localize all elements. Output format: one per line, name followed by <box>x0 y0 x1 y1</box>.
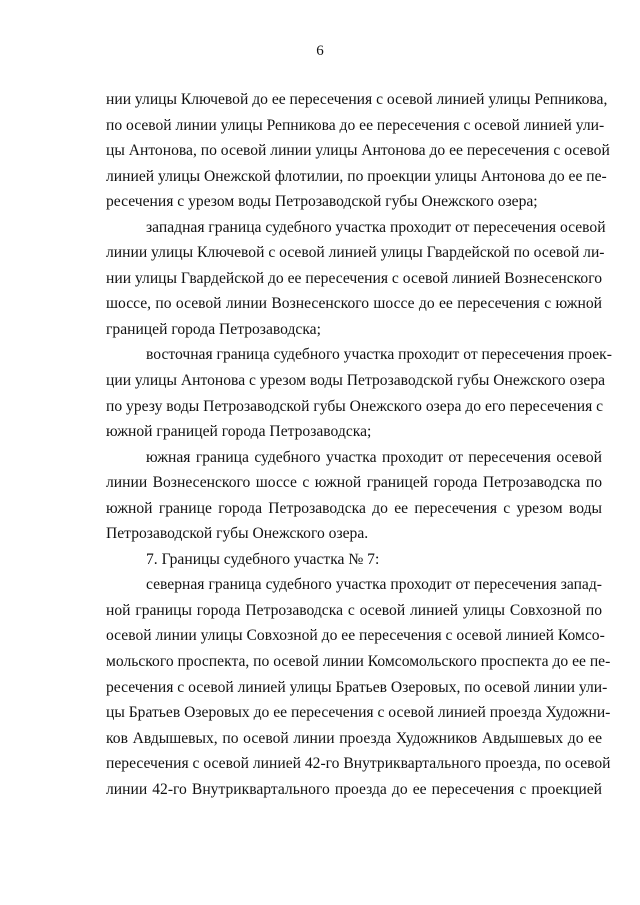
text-line: шоссе, по осевой линии Вознесенского шоссе до ее пересечения с южной <box>106 295 602 313</box>
text-line: южной границе города Петрозаводска до ее пересечения с урезом воды <box>106 499 602 517</box>
text-line: линией улицы Онежской флотилии, по проекции улицы Антонова до ее пе- <box>106 167 607 185</box>
text-line: мольского проспекта, по осевой линии Комсомольского проспекта до ее пе- <box>106 653 611 671</box>
text-line: пересечения с осевой линией 42-го Внутриквартального проезда, по осевой <box>106 755 611 773</box>
text-line: осевой линии улицы Совхозной до ее пересечения с осевой линией Комсо- <box>106 627 605 645</box>
text-line: линии Вознесенского шоссе с южной границей города Петрозаводска по <box>106 474 602 492</box>
page-number: 6 <box>316 43 324 59</box>
text-line: ной границы города Петрозаводска с осевой линией улицы Совхозной по <box>106 601 602 619</box>
text-line: северная граница судебного участка проходит от пересечения запад- <box>146 576 602 594</box>
paragraph <box>106 445 602 547</box>
text-line: западная граница судебного участка проходит от пересечения осевой <box>146 218 606 236</box>
text-line: 7. Границы судебного участка № 7: <box>146 550 380 568</box>
paragraph <box>106 547 602 573</box>
text-line: по осевой линии улицы Репникова до ее пересечения с осевой линией ули- <box>106 116 605 134</box>
text-line: ресечения с урезом воды Петрозаводской губы Онежского озера; <box>106 193 538 211</box>
text-line: линии 42-го Внутриквартального проезда до ее пересечения с проекцией <box>106 780 602 798</box>
text-line: по урезу воды Петрозаводской губы Онежского озера до его пересечения с <box>106 397 604 415</box>
text-line: границей города Петрозаводска; <box>106 320 321 338</box>
text-line: ков Авдышевых, по осевой линии проезда Художников Авдышевых до ее <box>106 729 602 747</box>
text-line: линии улицы Ключевой с осевой линией улицы Гвардейской по осевой ли- <box>106 244 605 262</box>
text-line: нии улицы Гвардейской до ее пересечения с осевой линией Вознесенского <box>106 269 602 287</box>
text-line: южная граница судебного участка проходит от пересечения осевой <box>146 448 602 466</box>
text-line: ресечения с осевой линией улицы Братьев Озеровых, по осевой линии ули- <box>106 678 608 696</box>
paragraph <box>106 342 612 444</box>
text-line: Петрозаводской губы Онежского озера. <box>106 525 369 543</box>
paragraph <box>106 572 611 802</box>
paragraph <box>106 87 610 215</box>
text-line: цы Братьев Озеровых до ее пересечения с осевой линией проезда Художни- <box>106 704 611 722</box>
text-line: цы Антонова, по осевой линии улицы Антонова до ее пересечения с осевой <box>106 142 610 160</box>
text-line: восточная граница судебного участка проходит от пересечения проек- <box>146 346 612 364</box>
document-body <box>106 87 612 802</box>
text-line: нии улицы Ключевой до ее пересечения с осевой линией улицы Репникова, <box>106 91 608 108</box>
text-line: южной границей города Петрозаводска; <box>106 423 372 441</box>
paragraph <box>106 215 606 343</box>
text-line: ции улицы Антонова с урезом воды Петрозаводской губы Онежского озера <box>106 372 606 390</box>
